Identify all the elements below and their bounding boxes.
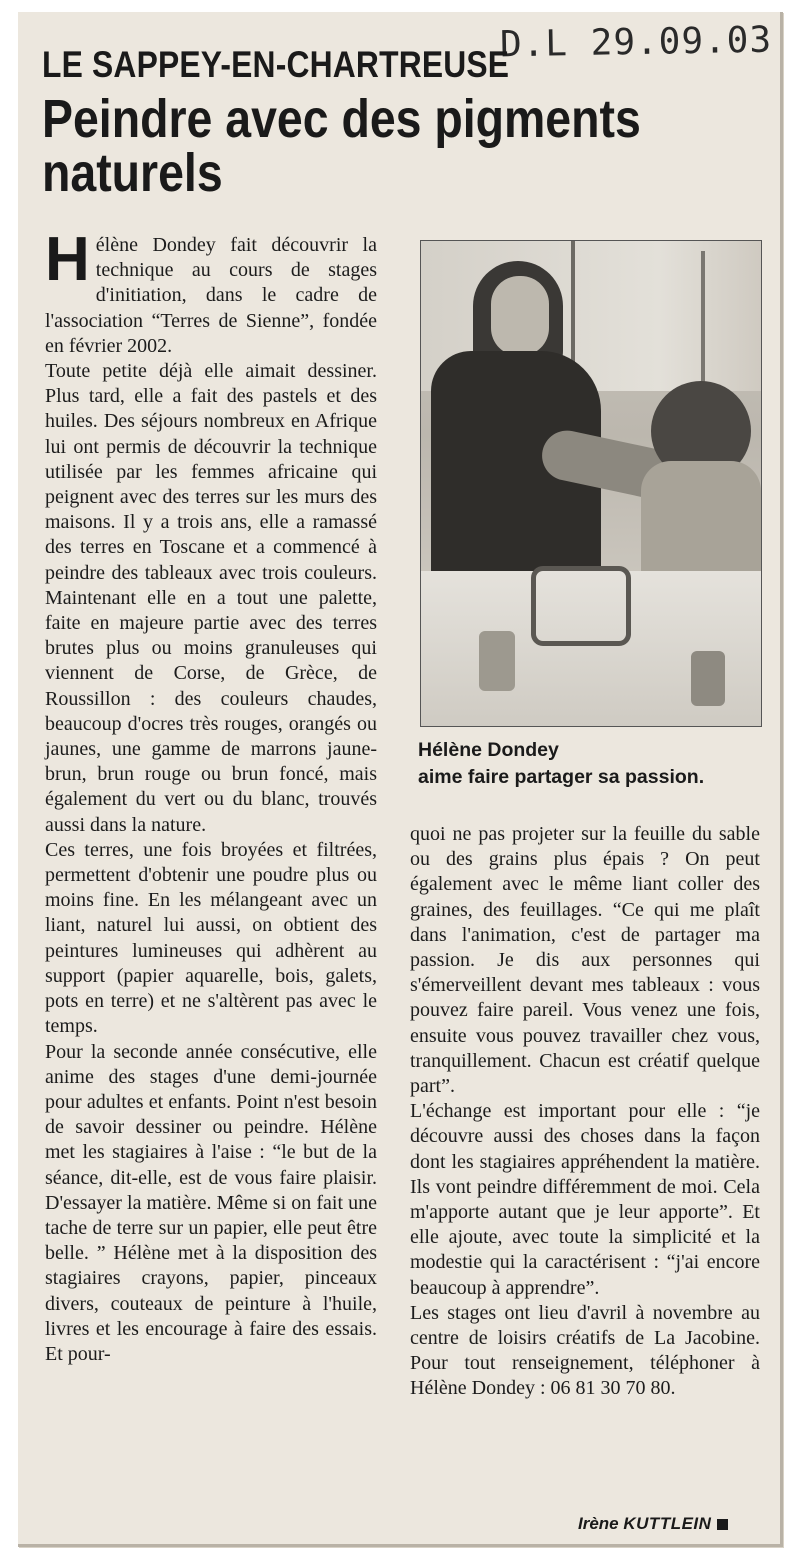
caption-line-2: aime faire partager sa passion. <box>418 766 705 788</box>
article-headline: Peindre avec des pigments naturels <box>42 89 641 203</box>
handwritten-date: D.L 29.09.03 <box>499 19 773 66</box>
article-paragraph: Toute petite déjà elle aimait dessiner. Plus tard, elle a fait des pastels et des huiles. Des séjours nombreux en Afrique lui ont permis de découvrir la technique utilisée par les femmes africaine qui peignent avec des terres sur les murs des maisons. Il y a trois ans, elle a ramassé des terres en Toscane et a commencé à peindre des tableaux avec trois couleurs. Maintenant elle en a tout une palette, faite en majeure partie avec des terres brutes plus ou moins granuleuses qui viennent de Corse, de Grèce, de Roussillon : des couleurs chaudes, beaucoup d'ocres très rouges, orangés ou jaunes, une gamme de marrons jaune-brun, brun rouge ou brun foncé, mais également du vert ou du blanc, trouvés aussi dans la nature. <box>45 360 377 836</box>
article-paragraph: Les stages ont lieu d'avril à novembre au centre de loisirs créatifs de La Jacobine. Pour tout renseignement, téléphoner à Hélène Dondey : 06 81 30 70 80. <box>410 1301 760 1400</box>
article-photo <box>420 240 762 727</box>
article-paragraph: quoi ne pas projeter sur la feuille du sable ou des grains plus épais ? On peut également avec le même liant coller des graines, des feuillages. “Ce qui me plaît dans l'animation, c'est de partager ma passion. Je dis aux personnes qui s'émerveillent devant mes tableaux : vous pouvez faire pareil. Vous venez une fois, ensuite vous pouvez travailler chez vous, tranquillement. Chacun est créatif quelque part”. <box>410 823 760 1098</box>
photo-jar <box>479 631 515 691</box>
article-paragraph: L'échange est important pour elle : “je découvre aussi des choses dans la façon dont les stagiaires appréhendent la matière. Ils vont peindre différemment de moi. Cela m'apporte autant que je leur apporte”. Et elle ajoute, avec toute la simplicité et la modestie qui la caractérisent : “j'ai encore beaucoup à apprendre”. <box>410 1100 760 1299</box>
photo-caption <box>418 737 778 791</box>
photo-jar <box>691 651 725 706</box>
end-mark-icon <box>717 1519 728 1530</box>
author-first-name: Irène <box>578 1514 619 1533</box>
article-paragraph: Ces terres, une fois broyées et filtrées, permettent d'obtenir une poudre plus ou moins fine. En les mélangeant avec un liant, naturel lui aussi, on obtient des peintures lumineuses qui adhèrent au support (papier aquarelle, bois, galets, pots en terre) et ne s'altèrent pas avec le temps. <box>45 838 377 1038</box>
article-right-column <box>410 822 760 1402</box>
article-left-column <box>45 225 377 1367</box>
article-paragraph: Hélène Dondey fait découvrir la technique au cours de stages d'initiation, dans le cadre de l'association “Terres de Sienne”, fondée en février 2002. <box>45 225 377 357</box>
caption-line-1: Hélène Dondey <box>418 739 559 761</box>
photo-chair <box>531 566 631 646</box>
location-kicker: LE SAPPEY-EN-CHARTREUSE <box>42 44 510 85</box>
photo-face <box>491 276 549 356</box>
author-last-name: KUTTLEIN <box>623 1514 712 1533</box>
author-byline <box>578 1514 728 1534</box>
drop-cap: H <box>45 225 90 294</box>
article-paragraph: Pour la seconde année consécutive, elle anime des stages d'une demi-journée pour adultes et enfants. Point n'est besoin de savoir dessiner ou peindre. Hélène met les stagiaires à l'aise : “le but de la séance, dit-elle, est de vous faire plaisir. D'essayer la matière. Même si on fait une tache de terre sur un papier, elle peut être belle. ” Hélène met à la disposition des stagiaires crayons, papier, pinceaux divers, couteaux de peinture à l'huile, livres et les encourage à faire des essais. Et pour- <box>45 1040 377 1365</box>
